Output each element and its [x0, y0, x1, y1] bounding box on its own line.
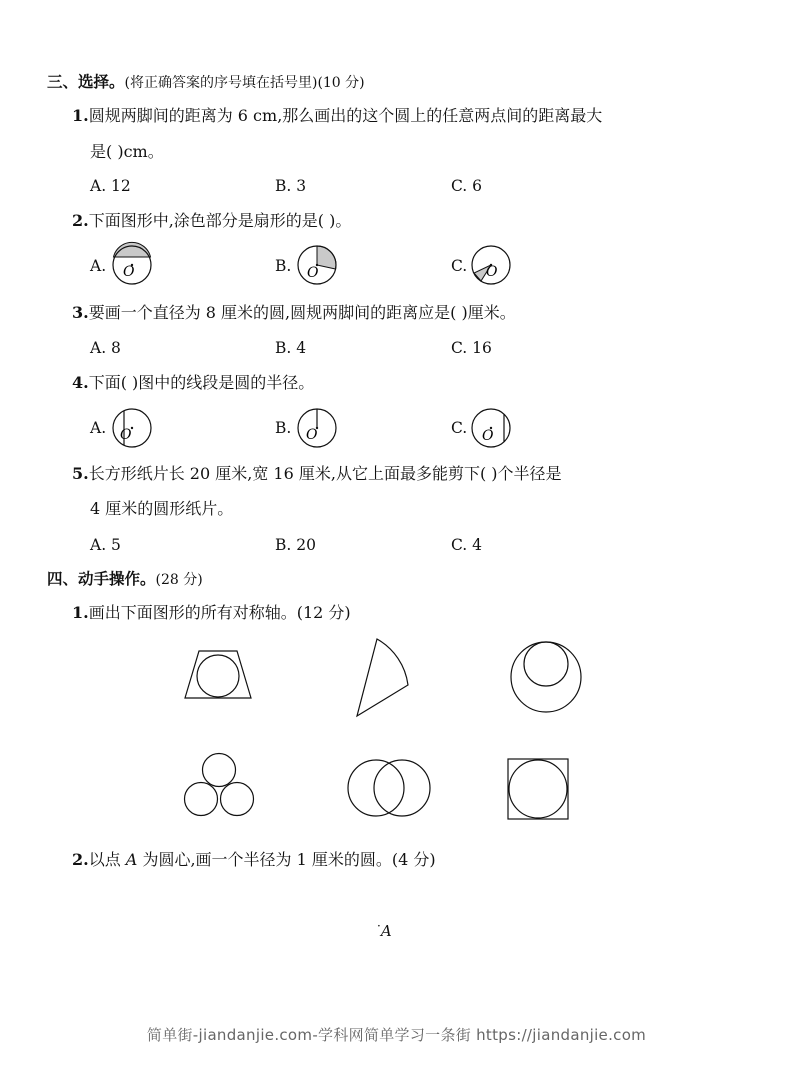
q4-figure-c-chord: [469, 406, 513, 450]
q2-figure-b-sector: [295, 243, 339, 287]
section3-note: (将正确答案的序号填在括号里)(10 分): [124, 75, 365, 91]
center-label: O: [482, 428, 494, 444]
question-text: 长方形纸片长 20 厘米,宽 16 厘米,从它上面最多能剪下( )个半径是: [88, 464, 562, 483]
q2-option-c[interactable]: C.: [451, 257, 468, 275]
question-text: 下面图形中,涂色部分是扇形的是( )。: [88, 211, 352, 230]
center-label: O: [120, 427, 132, 443]
q3-option-b[interactable]: B. 4: [275, 339, 307, 357]
q3-option-c[interactable]: C. 16: [451, 339, 492, 357]
q2-option-a[interactable]: A.: [90, 257, 107, 275]
question-3: [72, 303, 516, 323]
question-number: 5.: [72, 464, 89, 483]
question-number: 1.: [72, 106, 89, 125]
question-number: 3.: [72, 303, 89, 322]
question-4: [72, 373, 314, 393]
center-label: O: [307, 265, 319, 281]
q4-option-b[interactable]: B.: [275, 419, 292, 437]
q3-option-a[interactable]: A. 8: [90, 339, 121, 357]
q4-option-c[interactable]: C.: [451, 419, 468, 437]
section4-header: [47, 569, 203, 590]
section4-title: 四、动手操作。: [47, 569, 156, 588]
point-name: A: [125, 850, 138, 869]
q1-option-a[interactable]: A. 12: [90, 177, 131, 195]
q2-option-b[interactable]: B.: [275, 257, 292, 275]
sector-figure: [346, 636, 412, 720]
operation-question-2: [72, 850, 436, 870]
section4-note: (28 分): [155, 572, 203, 588]
question-5: [72, 464, 562, 484]
point-a-label: A: [380, 922, 392, 940]
nested-circles-figure: [509, 640, 583, 714]
question-1: [72, 106, 602, 126]
section3-header: [47, 72, 365, 93]
trapezoid-with-inscribed-circle-figure: [183, 650, 253, 700]
watermark: 简单街-jiandanjie.com-学科网简单学习一条街 https://jiandanjie.com: [146, 1026, 647, 1044]
q5-option-b[interactable]: B. 20: [275, 536, 316, 554]
question-number: 1.: [72, 603, 89, 622]
q5-option-a[interactable]: A. 5: [90, 536, 121, 554]
question-text: 圆规两脚间的距离为 6 cm,那么画出的这个圆上的任意两点间的距离最大: [88, 106, 603, 125]
square-with-inscribed-circle-figure: [507, 758, 569, 820]
q1-option-c[interactable]: C. 6: [451, 177, 483, 195]
question-text-a: 以点: [88, 850, 126, 869]
operation-question-1: [72, 603, 351, 623]
question-number: 2.: [72, 850, 89, 869]
question-text: 下面( )图中的线段是圆的半径。: [88, 373, 315, 392]
q4-figure-a-chord: [110, 406, 154, 450]
question-number: 2.: [72, 211, 89, 230]
q2-figure-c-triangle: [469, 243, 513, 287]
q4-option-a[interactable]: A.: [90, 419, 107, 437]
q1-option-b[interactable]: B. 3: [275, 177, 307, 195]
center-label: O: [486, 264, 498, 280]
center-label: O: [123, 264, 135, 280]
center-label: O: [306, 427, 318, 443]
overlapping-circles-figure: [346, 755, 432, 821]
question-5-line2: 4 厘米的圆形纸片。: [90, 499, 234, 518]
q2-figure-a-circle-segment: [110, 243, 154, 287]
question-text: 要画一个直径为 8 厘米的圆,圆规两脚间的距离应是( )厘米。: [88, 303, 516, 322]
point-a: ·A: [377, 919, 392, 940]
question-1-line2: 是( )cm。: [90, 142, 164, 161]
question-number: 4.: [72, 373, 89, 392]
question-text-b: 为圆心,画一个半径为 1 厘米的圆。(4 分): [137, 850, 436, 869]
question-text: 画出下面图形的所有对称轴。(12 分): [88, 603, 351, 622]
q4-figure-b-radius: [295, 406, 339, 450]
section3-title: 三、选择。: [47, 72, 125, 91]
three-circles-figure: [182, 752, 256, 818]
q5-option-c[interactable]: C. 4: [451, 536, 483, 554]
question-2: [72, 211, 351, 231]
